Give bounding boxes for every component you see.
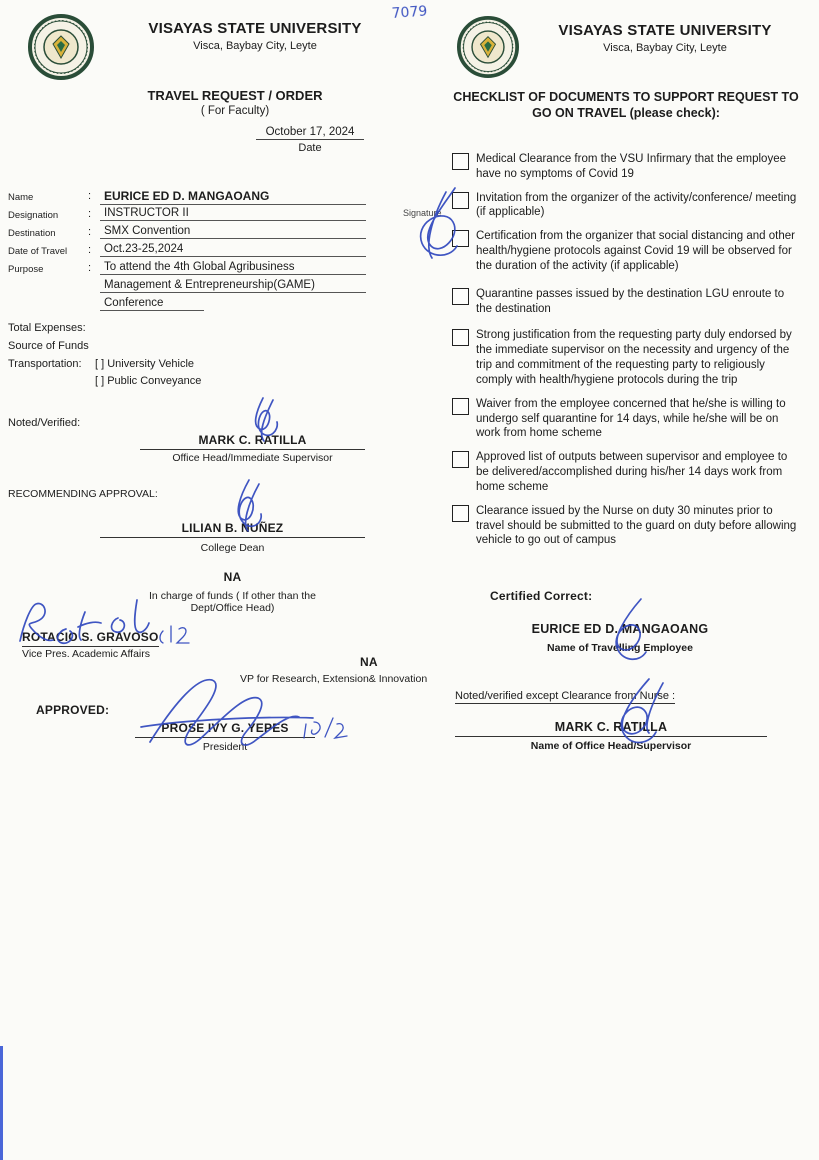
form-subtitle: ( For Faculty)	[200, 105, 270, 117]
field-separator: :	[88, 244, 92, 256]
date-value: October 17, 2024	[256, 126, 365, 140]
right-university-name: VISAYAS STATE UNIVERSITY	[558, 22, 772, 39]
checklist-item-text: Clearance issued by the Nurse on duty 30 minutes prior to travel should be submitted to the guard on duty before allowing vehicle to go out of campus	[476, 504, 797, 547]
form-title: TRAVEL REQUEST / ORDER	[147, 88, 323, 103]
checklist-item	[452, 504, 800, 548]
field-row-name	[8, 188, 428, 206]
checklist	[452, 152, 800, 557]
signature-label: Signature	[403, 208, 442, 218]
field-row-destination	[8, 224, 428, 242]
checklist-item	[452, 191, 800, 221]
office-head-name-line	[455, 718, 767, 737]
checkbox-waiver	[452, 398, 469, 415]
left-header	[100, 20, 410, 52]
checklist-item	[452, 229, 800, 273]
vsu-seal-logo	[457, 16, 519, 83]
purpose-line3: Conference	[100, 296, 204, 311]
supervisor-name-line	[140, 431, 365, 450]
field-value-destination: SMX Convention	[100, 224, 366, 239]
supervisor-title: Office Head/Immediate Supervisor	[172, 452, 333, 464]
checkbox-approved-outputs	[452, 451, 469, 468]
left-university-address: Visca, Baybay City, Leyte	[193, 40, 317, 52]
checklist-item-text: Strong justification from the requesting party duly endorsed by the immediate supervisor on the necessity and urgency of the trip and commitment of the requesting party to religiously comply with health/hygiene protocols during the trip	[476, 329, 792, 386]
checklist-item	[452, 287, 800, 317]
checkbox-certification	[452, 230, 469, 247]
checklist-item	[452, 328, 800, 387]
field-value-travel-dates: Oct.23-25,2024	[100, 242, 366, 257]
checkbox-medical-clearance	[452, 153, 469, 170]
dean-name-line	[100, 519, 365, 538]
checklist-item-text: Waiver from the employee concerned that he/she is willing to undergo self quarantine for 14 days, while he/she will be on work from home scheme	[476, 397, 786, 440]
vsu-seal-logo	[28, 14, 94, 85]
vp-academic-title: Vice Pres. Academic Affairs	[22, 648, 151, 660]
president-title: President	[202, 741, 248, 753]
vp-academic-name-line	[22, 628, 159, 647]
field-row-designation	[8, 206, 428, 224]
scan-artifact-blue-line	[0, 1046, 3, 1160]
field-separator: :	[88, 226, 92, 238]
office-head-name: MARK C. RATILLA	[554, 720, 668, 734]
vp-academic-name: ROTACIO S. GRAVOSO	[22, 630, 159, 644]
checklist-item-text: Medical Clearance from the VSU Infirmary that the employee have no symptoms of Covid 19	[476, 153, 786, 180]
transport-option-public-conveyance: [ ] Public Conveyance	[95, 375, 202, 387]
right-header	[520, 22, 810, 54]
dean-name: LILIAN B. NUÑEZ	[181, 521, 284, 535]
president-name: PROSE IVY G. YEPES	[161, 721, 289, 735]
right-university-address: Visca, Baybay City, Leyte	[603, 42, 727, 54]
approved-label: APPROVED:	[36, 703, 110, 717]
travelling-employee-name: EURICE ED D. MANGAOANG	[531, 622, 709, 636]
vp-research-title: VP for Research, Extension& Innovation	[240, 673, 428, 685]
checklist-item-text: Certification from the organizer that social distancing and other health/hygiene protocols against Covid 19 will be observed for the duration of the activity (if applicable)	[476, 230, 795, 272]
field-separator: :	[88, 262, 92, 274]
date-label: Date	[298, 142, 322, 154]
transport-option-university-vehicle: [ ] University Vehicle	[95, 358, 195, 370]
transportation-label: Transportation:	[8, 358, 82, 370]
office-head-title: Name of Office Head/Supervisor	[530, 740, 692, 752]
recommending-approval-label: RECOMMENDING APPROVAL:	[8, 488, 158, 500]
checkbox-quarantine-passes	[452, 288, 469, 305]
field-value-designation: INSTRUCTOR II	[100, 206, 366, 221]
total-expenses-label: Total Expenses:	[8, 322, 86, 334]
purpose-line2: Management & Entrepreneurship(GAME)	[100, 278, 366, 293]
funds-in-charge-value: NA	[223, 570, 242, 584]
supervisor-name: MARK C. RATILLA	[198, 433, 307, 447]
field-label: Destination	[8, 228, 56, 239]
dean-title: College Dean	[200, 542, 265, 554]
checklist-item	[452, 450, 800, 494]
funds-in-charge-title	[95, 590, 370, 614]
source-of-funds-label: Source of Funds	[8, 340, 89, 352]
checkbox-invitation	[452, 192, 469, 209]
president-name-line	[135, 719, 315, 738]
field-label: Designation	[8, 210, 59, 221]
vp-research-value: NA	[360, 655, 378, 669]
form-title-block	[85, 88, 385, 117]
field-value-purpose-line1: To attend the 4th Global Agribusiness	[100, 260, 366, 275]
field-label: Purpose	[8, 264, 44, 275]
field-value-name: EURICE ED D. MANGAOANG	[100, 188, 366, 205]
handwritten-number: 7079	[391, 3, 428, 22]
left-university-name: VISAYAS STATE UNIVERSITY	[148, 20, 362, 37]
field-row-purpose	[8, 260, 428, 278]
checkbox-nurse-clearance	[452, 505, 469, 522]
noted-except-line	[455, 686, 675, 704]
vp-academic-date-marks	[160, 626, 189, 643]
checkbox-strong-justification	[452, 329, 469, 346]
field-separator: :	[88, 208, 92, 220]
checklist-item	[452, 152, 800, 182]
field-label: Date of Travel	[8, 246, 68, 257]
field-separator: :	[88, 190, 92, 202]
checklist-item-text: Invitation from the organizer of the activity/conference/ meeting (if applicable)	[476, 191, 797, 219]
funds-title-line1: In charge of funds ( If other than the	[149, 590, 316, 602]
date-block	[235, 122, 385, 154]
field-label: Name	[8, 192, 34, 203]
noted-verified-label: Noted/Verified:	[8, 417, 81, 429]
noted-except-label: Noted/verified except Clearance from Nurse :	[455, 690, 676, 702]
field-row-date-of-travel	[8, 242, 428, 260]
certified-correct-label: Certified Correct:	[490, 589, 593, 603]
checklist-item-text: Quarantine passes issued by the destination LGU enroute to the destination	[476, 287, 785, 315]
funds-title-line2: Dept/Office Head)	[190, 602, 275, 614]
travelling-employee-title: Name of Travelling Employee	[547, 642, 693, 654]
checklist-item	[452, 397, 800, 441]
checklist-title: CHECKLIST OF DOCUMENTS TO SUPPORT REQUEST TO GO ON TRAVEL (please check):	[453, 90, 799, 120]
checklist-item-text: Approved list of outputs between supervisor and employee to be delivered/accomplished during his/her 14 days work from home scheme	[476, 451, 788, 493]
